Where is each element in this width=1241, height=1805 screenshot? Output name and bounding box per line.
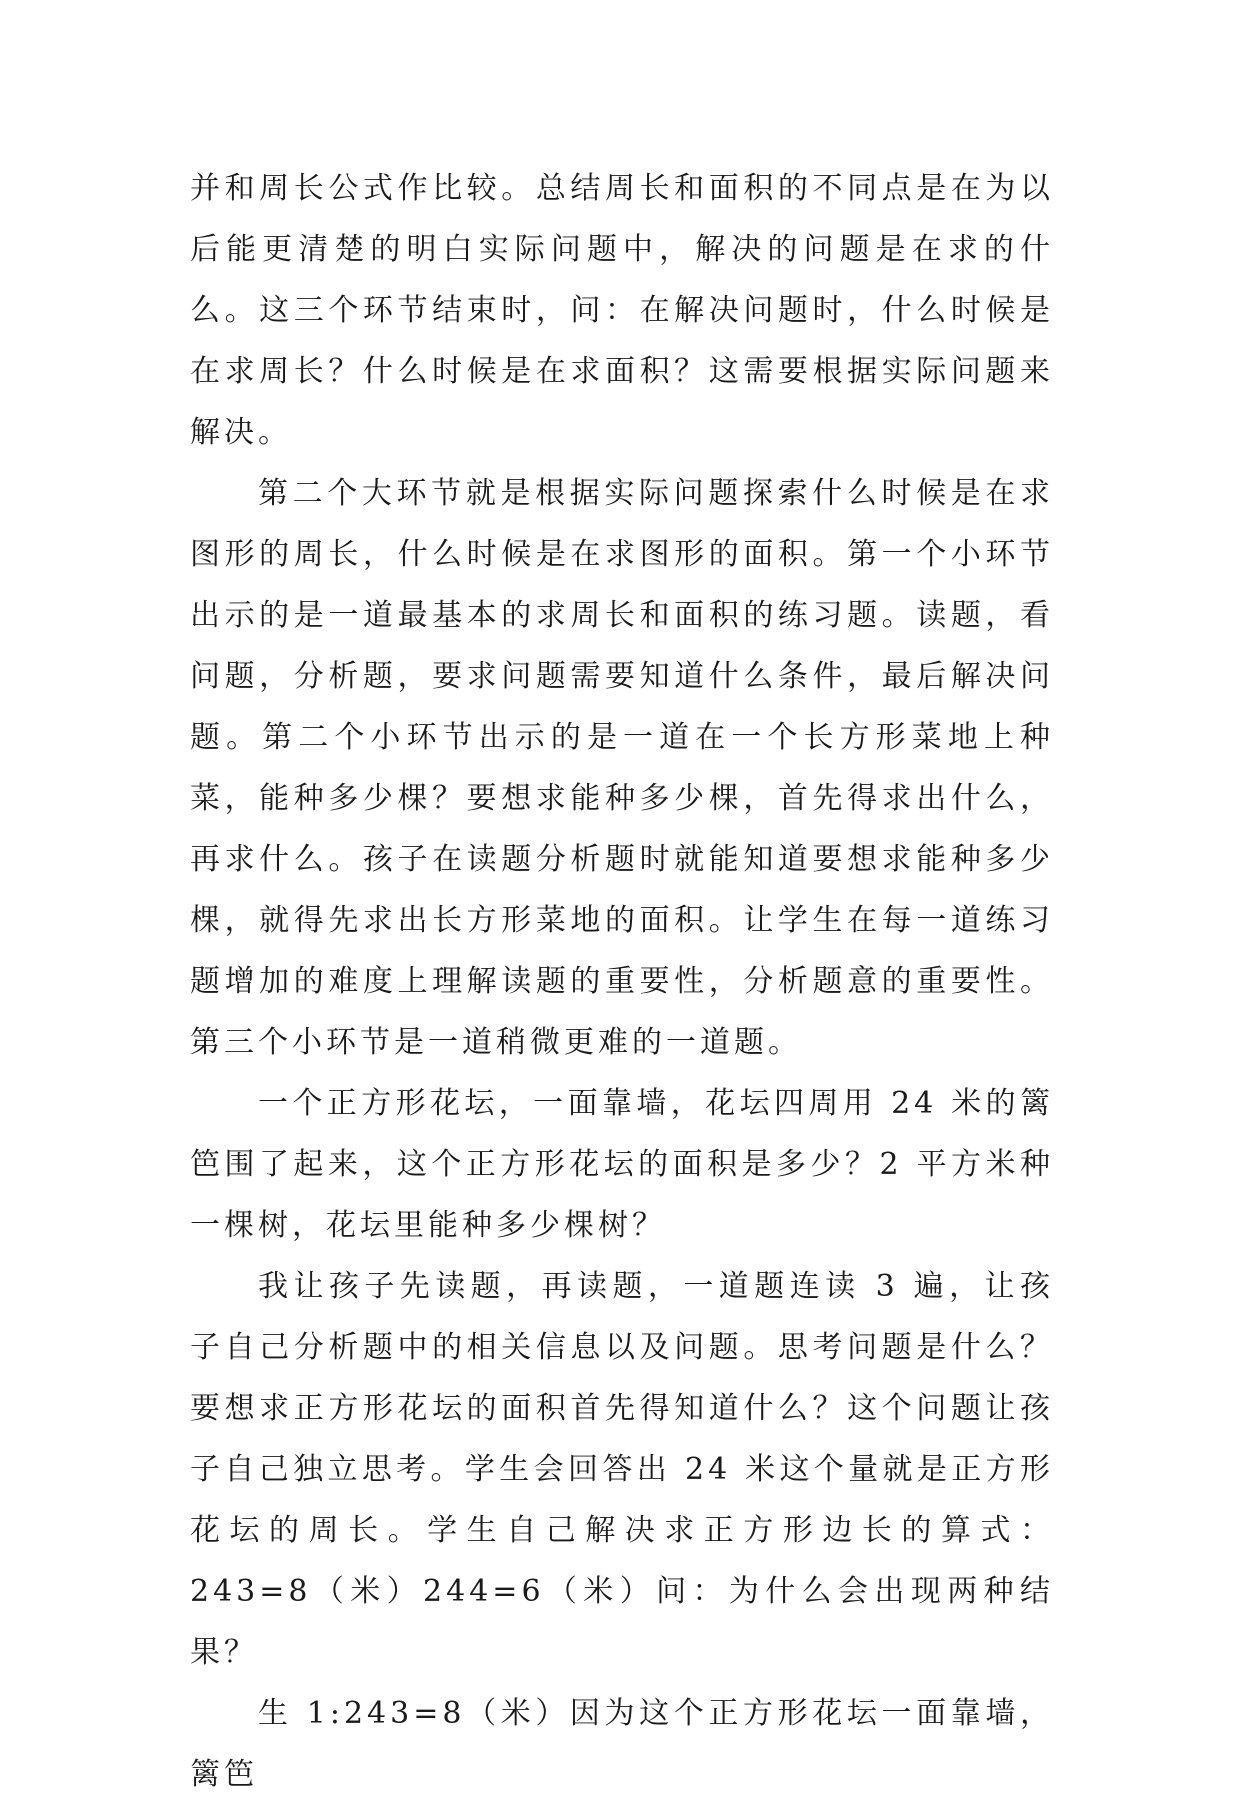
paragraph-5: 生 1:243=8（米）因为这个正方形花坛一面靠墙，篱笆 bbox=[190, 1696, 1054, 1792]
paragraph-4: 我让孩子先读题，再读题，一道题连读 3 遍，让孩子自己分析题中的相关信息以及问题。思考问题是什么？要想求正方形花坛的面积首先得知道什么？这个问题让孩子自己独立思考。学生会回答出 24 米这个量就是正方形花坛的周长。学生自己解决求正方形边长的算式：243=8（米）244=6（米）问：为什么会出现两种结果？ bbox=[190, 1269, 1054, 1670]
document-page bbox=[190, 158, 1054, 1805]
paragraph-1: 并和周长公式作比较。总结周长和面积的不同点是在为以后能更清楚的明白实际问题中，解决的问题是在求的什么。这三个环节结束时，问：在解决问题时，什么时候是在求周长？什么时候是在求面积？这需要根据实际问题来解决。 bbox=[190, 171, 1054, 450]
paragraph-3: 一个正方形花坛，一面靠墙，花坛四周用 24 米的篱笆围了起来，这个正方形花坛的面积是多少？2 平方米种一棵树，花坛里能种多少棵树？ bbox=[190, 1086, 1054, 1243]
paragraph-2: 第二个大环节就是根据实际问题探索什么时候是在求图形的周长，什么时候是在求图形的面积。第一个小环节出示的是一道最基本的求周长和面积的练习题。读题，看问题，分析题，要求问题需要知道什么条件，最后解决问题。第二个小环节出示的是一道在一个长方形菜地上种菜，能种多少棵？要想求能种多少棵，首先得求出什么，再求什么。孩子在读题分析题时就能知道要想求能种多少棵，就得先求出长方形菜地的面积。让学生在每一道练习题增加的难度上理解读题的重要性，分析题意的重要性。第三个小环节是一道稍微更难的一道题。 bbox=[190, 476, 1054, 1060]
